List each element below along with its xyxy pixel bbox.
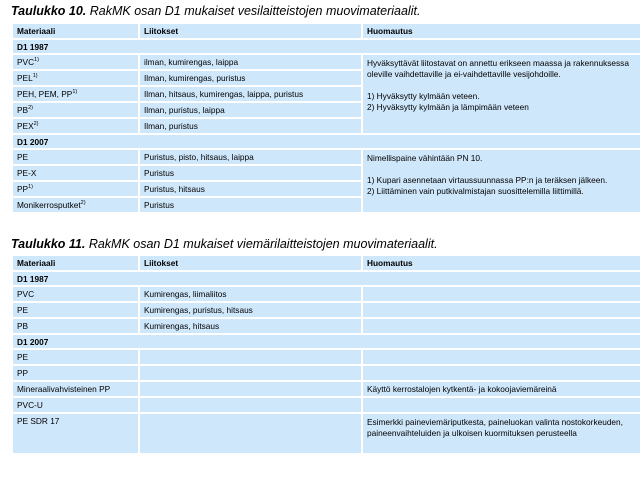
- table-row: [13, 303, 640, 317]
- note-cell: [363, 303, 640, 317]
- header-liitokset: Liitokset: [140, 24, 361, 38]
- note-cell: [363, 287, 640, 301]
- header-materiaali: Materiaali: [13, 256, 138, 270]
- table-header-row: [13, 256, 640, 270]
- material-cell: PP: [13, 366, 138, 380]
- table-11-title: RakMK osan D1 mukaiset viemärilaitteistojen muovimateriaalit.: [85, 237, 438, 251]
- section-label: D1 1987: [13, 40, 640, 53]
- note-cell: [363, 350, 640, 364]
- header-huomautus: Huomautus: [363, 24, 640, 38]
- material-cell: PVC$^{1)}$: [13, 55, 138, 69]
- note-cell: Esimerkki paineviemäriputkesta, paineluokan valinta nostokorkeuden, paineenvaihteluiden ja ulkoisen kuormituksen perusteella: [363, 414, 640, 453]
- table-row: [13, 150, 640, 164]
- material-cell: PE: [13, 350, 138, 364]
- note-cell: Käyttö kerrostalojen kytkentä- ja kokoojaviemäreinä: [363, 382, 640, 396]
- table-row: [13, 366, 640, 380]
- joints-cell: [140, 398, 361, 412]
- joints-cell: Puristus, pisto, hitsaus, laippa: [140, 150, 361, 164]
- joints-cell: Ilman, puristus, laippa: [140, 103, 361, 117]
- note-cell: [363, 398, 640, 412]
- section-label: D1 2007: [13, 335, 640, 348]
- table-11-caption: [11, 237, 438, 251]
- joints-cell: Puristus: [140, 198, 361, 212]
- table-10-title: RakMK osan D1 mukaiset vesilaitteistojen muovimateriaalit.: [86, 4, 421, 18]
- material-cell: PP$^{1)}$: [13, 182, 138, 196]
- note-cell: [363, 366, 640, 380]
- joints-cell: Kumirengas, hitsaus: [140, 319, 361, 333]
- material-cell: PE-X: [13, 166, 138, 180]
- joints-cell: [140, 414, 361, 453]
- table-10-number: Taulukko 10.: [11, 4, 87, 18]
- header-liitokset: Liitokset: [140, 256, 361, 270]
- material-cell: PEL$^{1)}$: [13, 71, 138, 85]
- table-row: [13, 350, 640, 364]
- section-row: [13, 40, 640, 53]
- material-cell: Mineraalivahvisteinen PP: [13, 382, 138, 396]
- table-header-row: [13, 24, 640, 38]
- section-label: D1 2007: [13, 135, 640, 148]
- section-row: [13, 272, 640, 285]
- note-cell: [363, 319, 640, 333]
- table-row: [13, 287, 640, 301]
- joints-cell: Puristus: [140, 166, 361, 180]
- material-cell: PEX$^{2)}$: [13, 119, 138, 133]
- table-row: [13, 398, 640, 412]
- material-cell: PB: [13, 319, 138, 333]
- note-cell: Nimellispaine vähintään PN 10. 1) Kupari asennetaan virtaussuunnassa PP:n ja teräksen jälkeen. 2) Liittäminen vain putkivalmistajan suosittelemilla liittimillä.: [363, 150, 640, 212]
- section-row: [13, 335, 640, 348]
- material-cell: PE: [13, 150, 138, 164]
- header-huomautus: Huomautus: [363, 256, 640, 270]
- joints-cell: [140, 382, 361, 396]
- joints-cell: Puristus, hitsaus: [140, 182, 361, 196]
- material-cell: PE SDR 17: [13, 414, 138, 453]
- table-11-number: Taulukko 11.: [11, 237, 86, 251]
- joints-cell: ilman, kumirengas, laippa: [140, 55, 361, 69]
- material-cell: Monikerrosputket$^{2)}$: [13, 198, 138, 212]
- table-11: [11, 254, 642, 455]
- note-cell: Hyväksyttävät liitostavat on annettu erikseen maassa ja rakennuksessa oleville vaihdettaville ja ei-vaihdettaville vesijohdoille. 1) Hyväksytty kylmään veteen. 2) Hyväksytty kylmään ja lämpimään veteen: [363, 55, 640, 133]
- table-10-caption: [11, 4, 420, 18]
- section-label: D1 1987: [13, 272, 640, 285]
- joints-cell: Kumirengas, puristus, hitsaus: [140, 303, 361, 317]
- joints-cell: Ilman, puristus: [140, 119, 361, 133]
- material-cell: PVC: [13, 287, 138, 301]
- material-cell: PB$^{2)}$: [13, 103, 138, 117]
- joints-cell: Kumirengas, liimaliitos: [140, 287, 361, 301]
- table-row: [13, 382, 640, 396]
- table-row: [13, 319, 640, 333]
- material-cell: PEH, PEM, PP$^{1)}$: [13, 87, 138, 101]
- joints-cell: [140, 350, 361, 364]
- joints-cell: [140, 366, 361, 380]
- table-row: [13, 414, 640, 453]
- table-10: [11, 22, 642, 214]
- joints-cell: Ilman, kumirengas, puristus: [140, 71, 361, 85]
- material-cell: PVC-U: [13, 398, 138, 412]
- joints-cell: Ilman, hitsaus, kumirengas, laippa, puristus: [140, 87, 361, 101]
- section-row: [13, 135, 640, 148]
- table-row: [13, 55, 640, 69]
- header-materiaali: Materiaali: [13, 24, 138, 38]
- material-cell: PE: [13, 303, 138, 317]
